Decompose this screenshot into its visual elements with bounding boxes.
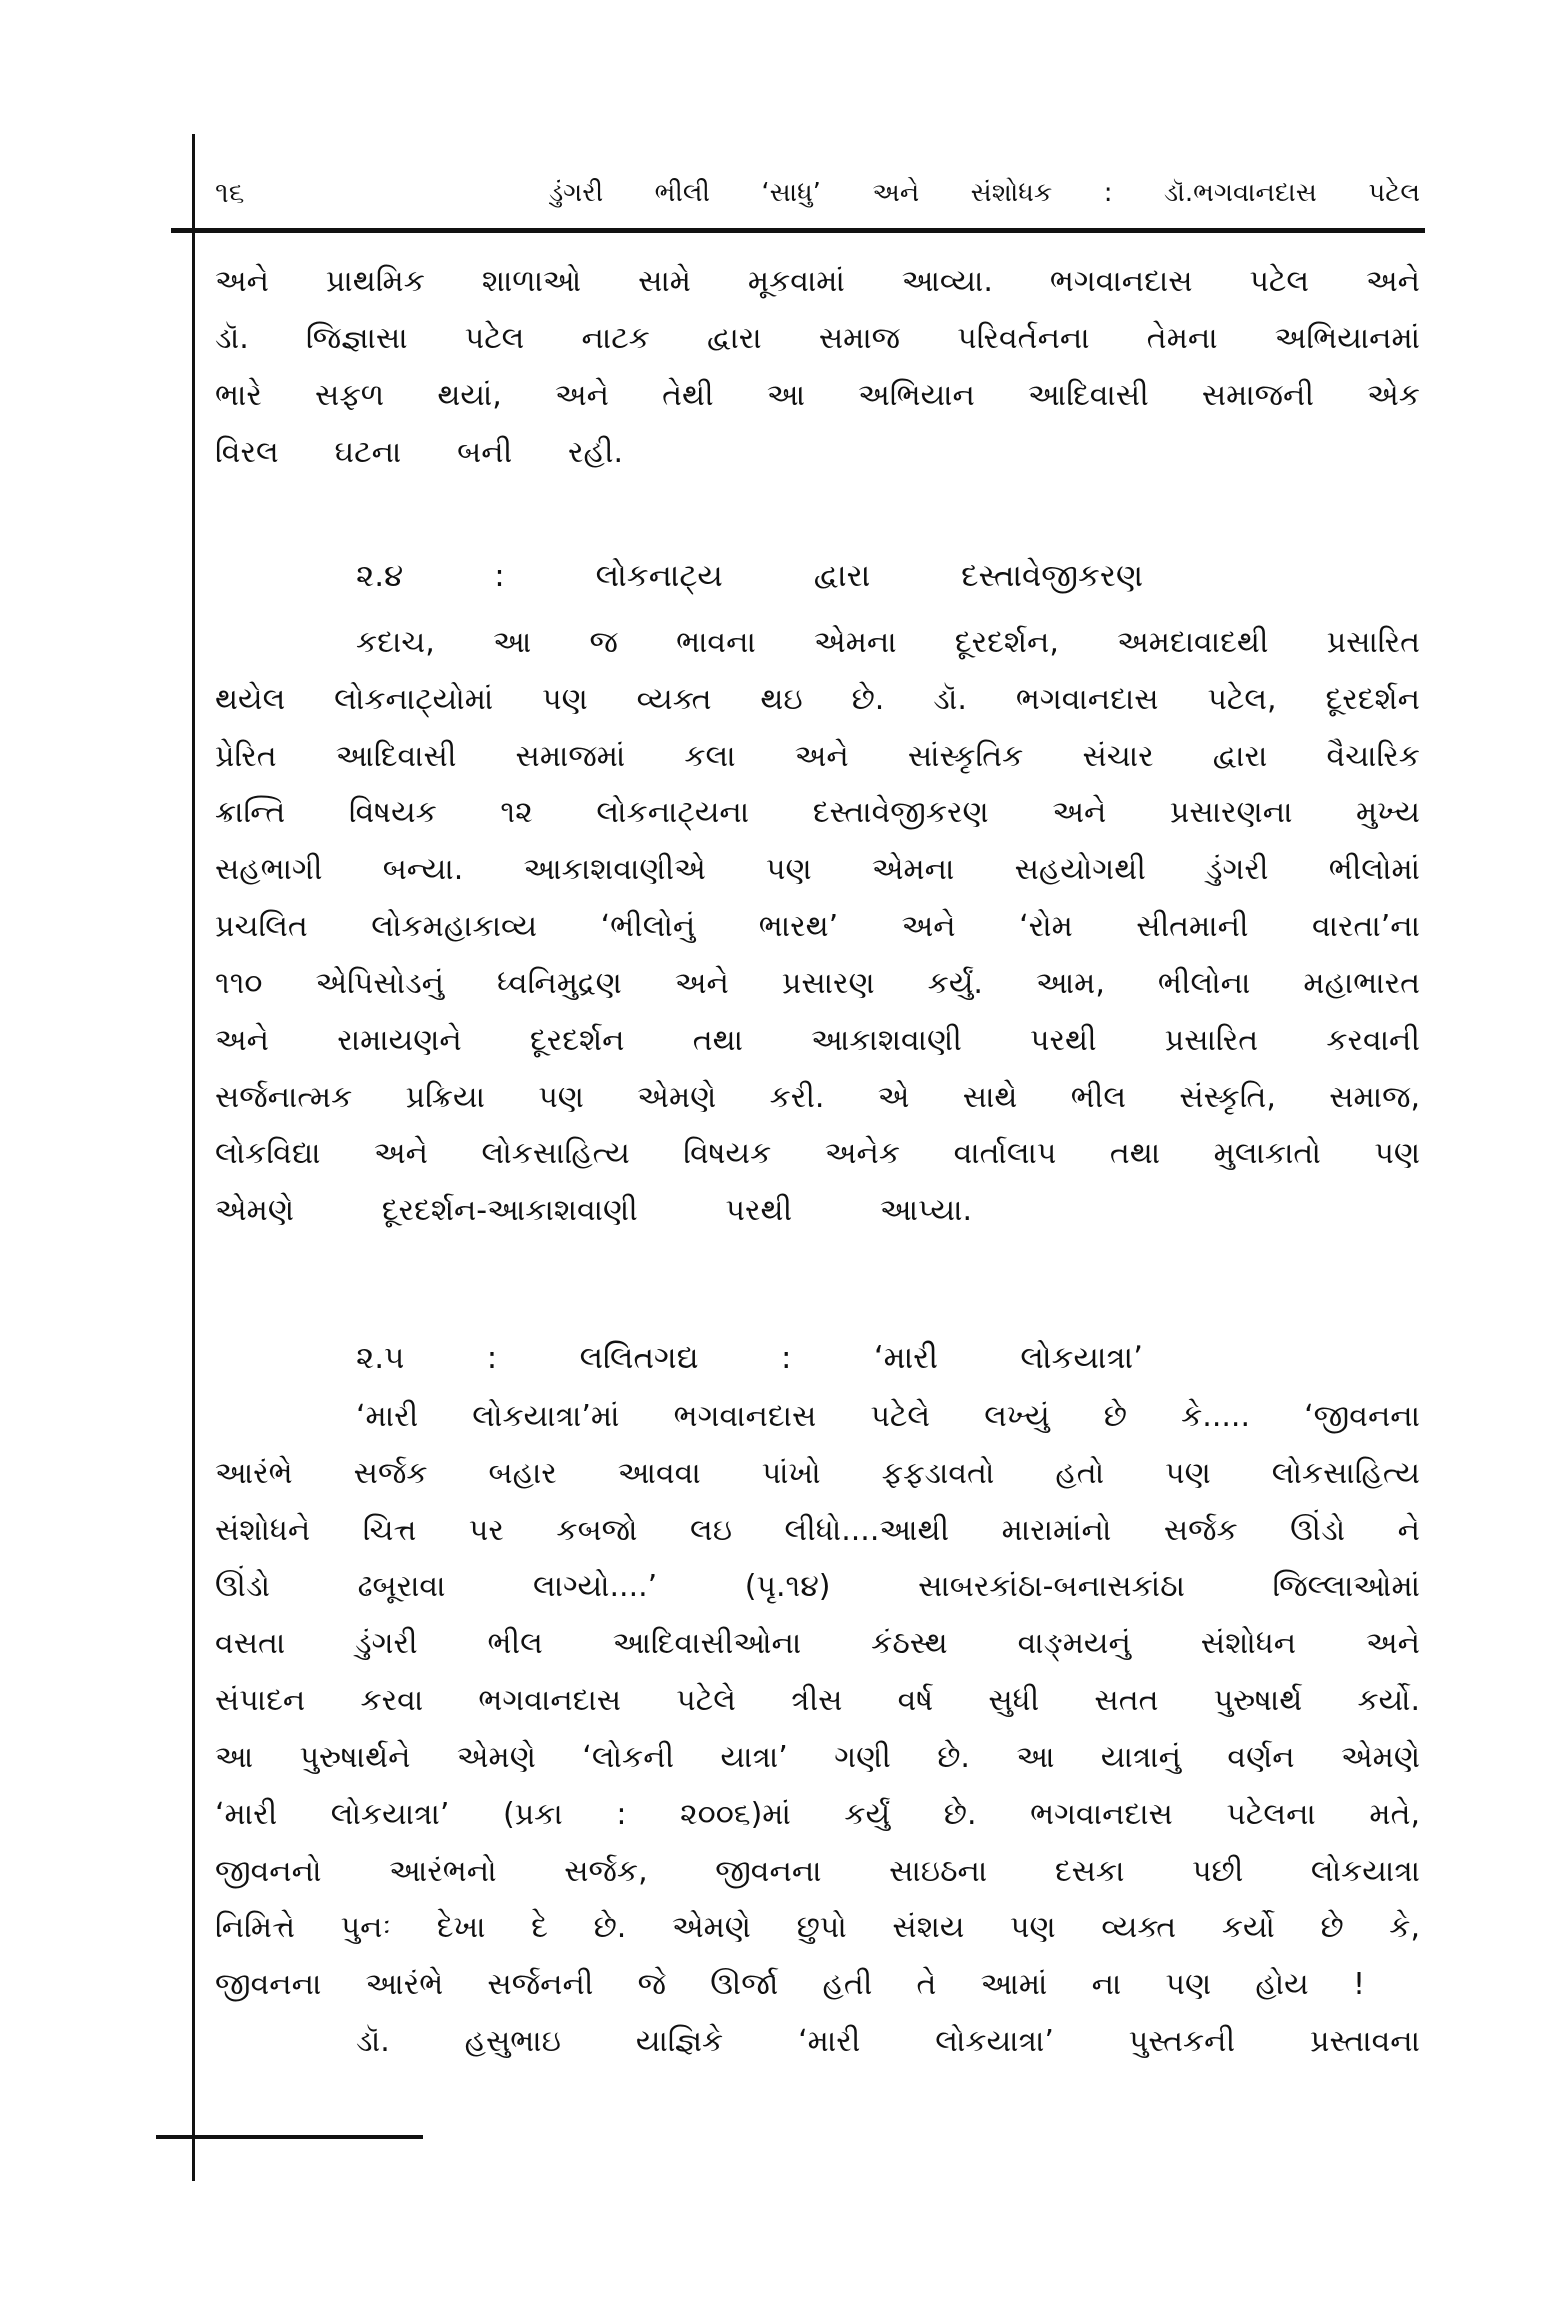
paragraph-line: સર્જનાત્મક પ્રક્રિયા પણ એમણે કરી. એ સાથે ભીલ સંસ્કૃતિ, સમાજ, bbox=[215, 1080, 1420, 1115]
section-heading: ૨.૪ : લોકનાટ્ય દ્વારા દસ્તાવેજીકરણ bbox=[356, 558, 1143, 594]
paragraph-line: આ પુરુષાર્થને એમણે ‘લોકની યાત્રા’ ગણી છે. આ યાત્રાનું વર્ણન એમણે bbox=[215, 1740, 1420, 1775]
paragraph-line: સંશોધને ચિત્ત પર કબજો લઇ લીધો....આથી મારામાંનો સર્જક ઊંડો ને bbox=[215, 1513, 1420, 1548]
paragraph-line: લોકવિદ્યા અને લોકસાહિત્ય વિષયક અનેક વાર્તાલાપ તથા મુલાકાતો પણ bbox=[215, 1136, 1420, 1171]
header-rule bbox=[171, 228, 1425, 233]
paragraph-line: જીવનનો આરંભનો સર્જક, જીવનના સાઇઠના દસકા પછી લોકયાત્રા bbox=[215, 1854, 1420, 1889]
section-heading: ૨.૫ : લલિતગદ્ય : ‘મારી લોકયાત્રા’ bbox=[356, 1340, 1143, 1376]
footer-rule bbox=[156, 2135, 423, 2139]
paragraph-line: ઊંડો ઢબૂરાવા લાગ્યો....’ (પૃ.૧૪) સાબરકાંઠા-બનાસકાંઠા જિલ્લાઓમાં bbox=[215, 1569, 1420, 1604]
paragraph-line: જીવનના આરંભે સર્જનની જે ઊર્જા હતી તે આમાં ના પણ હોય ! bbox=[215, 1967, 1365, 2002]
paragraph-line: કદાચ, આ જ ભાવના એમના દૂરદર્શન, અમદાવાદથી પ્રસારિત bbox=[356, 625, 1420, 660]
paragraph-line: થયેલ લોકનાટ્યોમાં પણ વ્યક્ત થઇ છે. ડૉ. ભગવાનદાસ પટેલ, દૂરદર્શન bbox=[215, 682, 1420, 717]
paragraph-line: ક્રાન્તિ વિષયક ૧૨ લોકનાટ્યના દસ્તાવેજીકરણ અને પ્રસારણના મુખ્ય bbox=[215, 795, 1420, 830]
paragraph-line: ડૉ. હસુભાઇ યાજ્ઞિકે ‘મારી લોકયાત્રા’ પુસ્તકની પ્રસ્તાવના bbox=[356, 2024, 1420, 2059]
paragraph-line: વિરલ ઘટના બની રહી. bbox=[215, 435, 623, 470]
paragraph-line: ‘મારી લોકયાત્રા’માં ભગવાનદાસ પટેલે લખ્યું છે કે..... ‘જીવનના bbox=[356, 1399, 1420, 1434]
paragraph-line: પ્રચલિત લોકમહાકાવ્ય ‘ભીલોનું ભારથ’ અને ‘રોમ સીતમાની વારતા’ના bbox=[215, 909, 1420, 944]
paragraph-line: એમણે દૂરદર્શન-આકાશવાણી પરથી આપ્યા. bbox=[215, 1193, 972, 1228]
paragraph-line: પ્રેરિત આદિવાસી સમાજમાં કલા અને સાંસ્કૃતિક સંચાર દ્વારા વૈચારિક bbox=[215, 739, 1420, 774]
running-head: ડુંગરી ભીલી ‘સાધુ’ અને સંશોધક : ડૉ.ભગવાનદાસ પટેલ bbox=[549, 178, 1420, 208]
paragraph-line: અને પ્રાથમિક શાળાઓ સામે મૂકવામાં આવ્યા. ભગવાનદાસ પટેલ અને bbox=[215, 264, 1420, 299]
paragraph-line: ‘મારી લોકયાત્રા’ (પ્રકા : ૨૦૦૬)માં કર્યું છે. ભગવાનદાસ પટેલના મતે, bbox=[215, 1797, 1420, 1832]
paragraph-line: વસતા ડુંગરી ભીલ આદિવાસીઓના કંઠસ્થ વાઙ્મયનું સંશોધન અને bbox=[215, 1626, 1420, 1661]
paragraph-line: ડૉ. જિજ્ઞાસા પટેલ નાટક દ્વારા સમાજ પરિવર્તનના તેમના અભિયાનમાં bbox=[215, 321, 1420, 356]
paragraph-line: ભારે સફળ થયાં, અને તેથી આ અભિયાન આદિવાસી સમાજની એક bbox=[215, 378, 1420, 413]
paragraph-line: સહભાગી બન્યા. આકાશવાણીએ પણ એમના સહયોગથી ડુંગરી ભીલોમાં bbox=[215, 852, 1420, 887]
paragraph-line: સંપાદન કરવા ભગવાનદાસ પટેલે ત્રીસ વર્ષ સુધી સતત પુરુષાર્થ કર્યો. bbox=[215, 1683, 1420, 1718]
paragraph-line: નિમિત્તે પુનઃ દેખા દે છે. એમણે છુપો સંશય પણ વ્યક્ત કર્યો છે કે, bbox=[215, 1910, 1420, 1945]
page-number: ૧૬ bbox=[215, 176, 245, 209]
margin-rule bbox=[192, 134, 195, 2181]
paragraph-line: અને રામાયણને દૂરદર્શન તથા આકાશવાણી પરથી પ્રસારિત કરવાની bbox=[215, 1023, 1420, 1058]
paragraph-line: આરંભે સર્જક બહાર આવવા પાંખો ફફડાવતો હતો પણ લોકસાહિત્ય bbox=[215, 1456, 1420, 1491]
paragraph-line: ૧૧૦ એપિસોડનું ધ્વનિમુદ્રણ અને પ્રસારણ કર્યું. આમ, ભીલોના મહાભારત bbox=[215, 966, 1420, 1001]
